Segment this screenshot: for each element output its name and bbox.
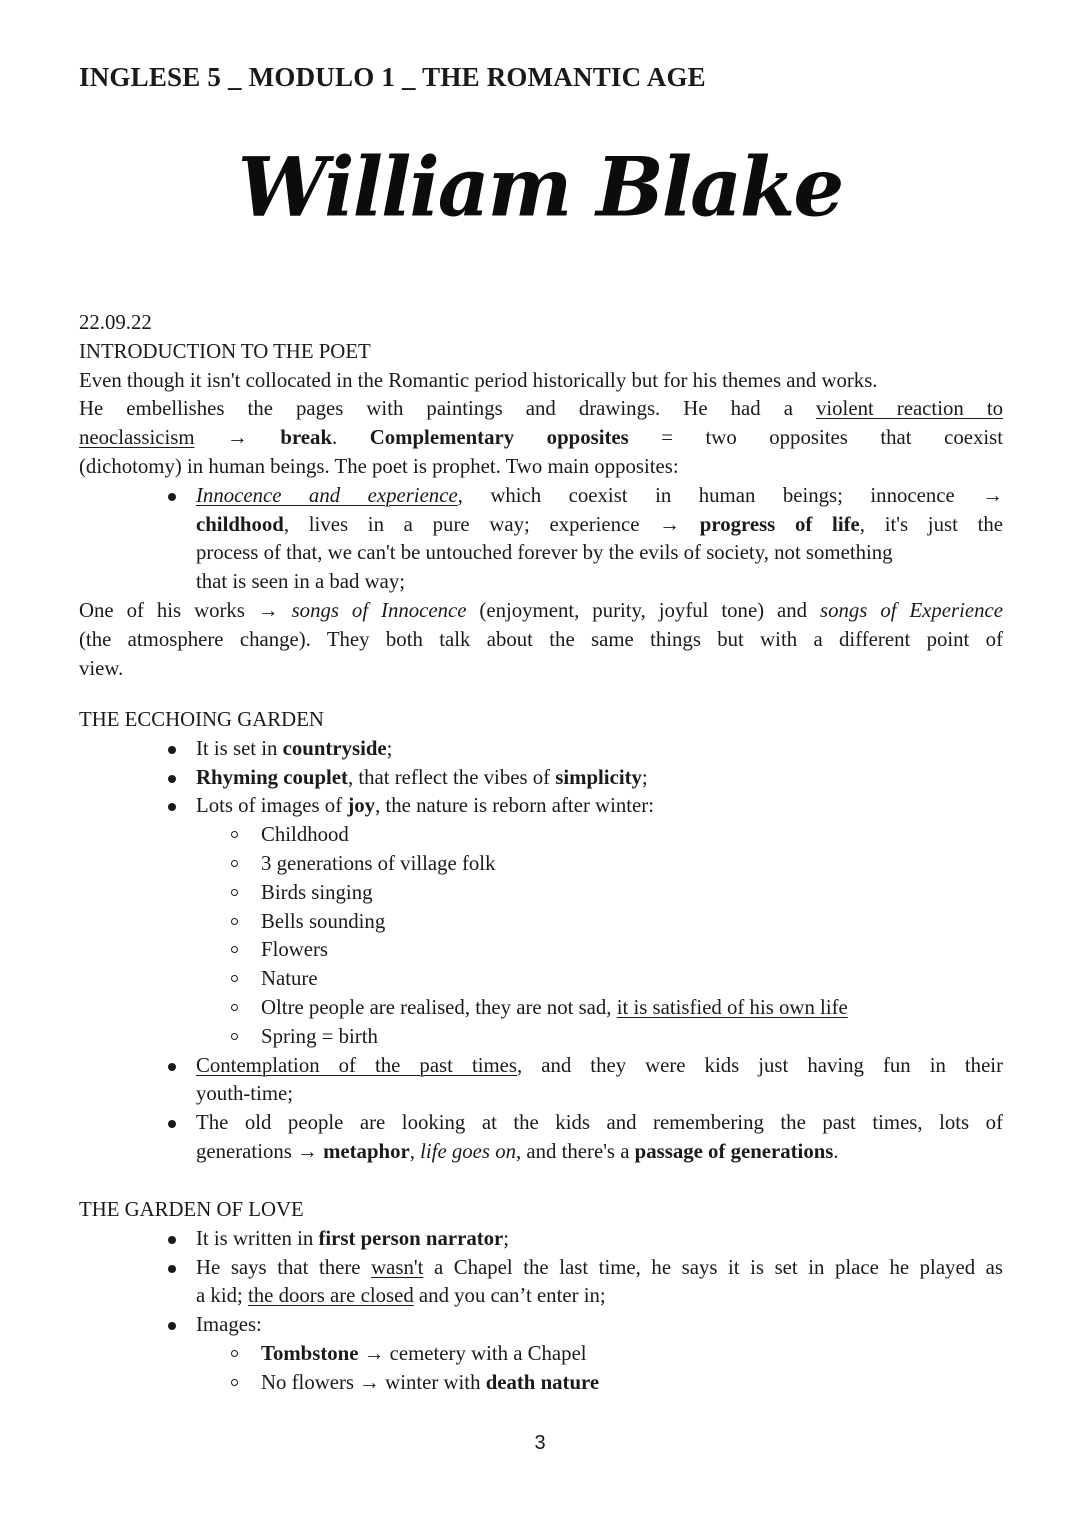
page-title: William Blake bbox=[237, 139, 843, 235]
section-heading: THE ECCHOING GARDEN bbox=[79, 708, 324, 731]
list-item: It is set in countryside; bbox=[196, 735, 1003, 764]
list-item: He says that there wasn't a Chapel the last time, he says it is set in place he played as a kid; the doors are closed and you can’t enter in; bbox=[196, 1254, 1003, 1312]
list-item: Contemplation of the past times, and they were kids just having fun in their youth-time; bbox=[196, 1052, 1003, 1110]
sub-list-item: No flowers → winter with death nature bbox=[261, 1369, 1003, 1398]
love-section bbox=[79, 1196, 1003, 1398]
intro-line: view. bbox=[79, 656, 124, 680]
intro-line: Even though it isn't collocated in the Romantic period historically but for his themes and works. bbox=[79, 368, 878, 392]
intro-line: He embellishes the pages with paintings and drawings. He had a violent reaction to bbox=[79, 397, 1003, 421]
sub-list-item: Childhood bbox=[261, 821, 1003, 850]
intro-line: (the atmosphere change). They both talk about the same things but with a different point of bbox=[79, 627, 1003, 651]
section-heading: THE GARDEN OF LOVE bbox=[79, 1198, 304, 1221]
intro-line: One of his works → songs of Innocence (enjoyment, purity, joyful tone) and songs of Experience bbox=[79, 598, 1003, 622]
intro-line: (dichotomy) in human beings. The poet is prophet. Two main opposites: bbox=[79, 454, 679, 478]
page-number: 3 bbox=[534, 1432, 546, 1454]
sub-list-item: Bells sounding bbox=[261, 908, 1003, 937]
intro-line: neoclassicism → break. Complementary opposites = two opposites that coexist bbox=[79, 426, 1003, 450]
sub-list bbox=[261, 1340, 1003, 1398]
list-item: Rhyming couplet, that reflect the vibes of simplicity; bbox=[196, 764, 1003, 793]
module-header: INGLESE 5 _ MODULO 1 _ THE ROMANTIC AGE bbox=[79, 62, 706, 92]
sub-list-item: Spring = birth bbox=[261, 1023, 1003, 1052]
list-item: Innocence and experience, which coexist in human beings; innocence → childhood, lives in a pure way; experience → progress of life, it's just the process of that, we can't be untouched forever by the evils of society, not something that is seen in a bad way; bbox=[196, 482, 1003, 597]
sub-list-item: Oltre people are realised, they are not sad, it is satisfied of his own life bbox=[261, 994, 1003, 1023]
sub-list-item: 3 generations of village folk bbox=[261, 850, 1003, 879]
sub-list-item: Nature bbox=[261, 965, 1003, 994]
intro-section bbox=[79, 309, 1003, 683]
list-item: The old people are looking at the kids and remembering the past times, lots of generations → metaphor, life goes on, and there's a passage of generations. bbox=[196, 1109, 1003, 1167]
sub-list-item: Birds singing bbox=[261, 879, 1003, 908]
list-item: It is written in first person narrator; bbox=[196, 1225, 1003, 1254]
list-item: Lots of images of joy, the nature is reborn after winter: Childhood 3 generations of village folk Birds singing Bells sounding Flowers Nature Oltre people are realised, they are not sad, it is satisfied of his own life Spring = birth bbox=[196, 792, 1003, 1051]
bullet-list bbox=[196, 1225, 1003, 1398]
sub-list-item: Tombstone → cemetery with a Chapel bbox=[261, 1340, 1003, 1369]
ecchoing-section bbox=[79, 706, 1003, 1167]
list-item: Images: Tombstone → cemetery with a Chapel No flowers → winter with death nature bbox=[196, 1311, 1003, 1397]
intro-heading: INTRODUCTION TO THE POET bbox=[79, 339, 371, 363]
bullet-list bbox=[196, 482, 1003, 597]
bullet-list bbox=[196, 735, 1003, 1167]
sub-list bbox=[261, 821, 1003, 1051]
sub-list-item: Flowers bbox=[261, 936, 1003, 965]
date: 22.09.22 bbox=[79, 311, 152, 334]
